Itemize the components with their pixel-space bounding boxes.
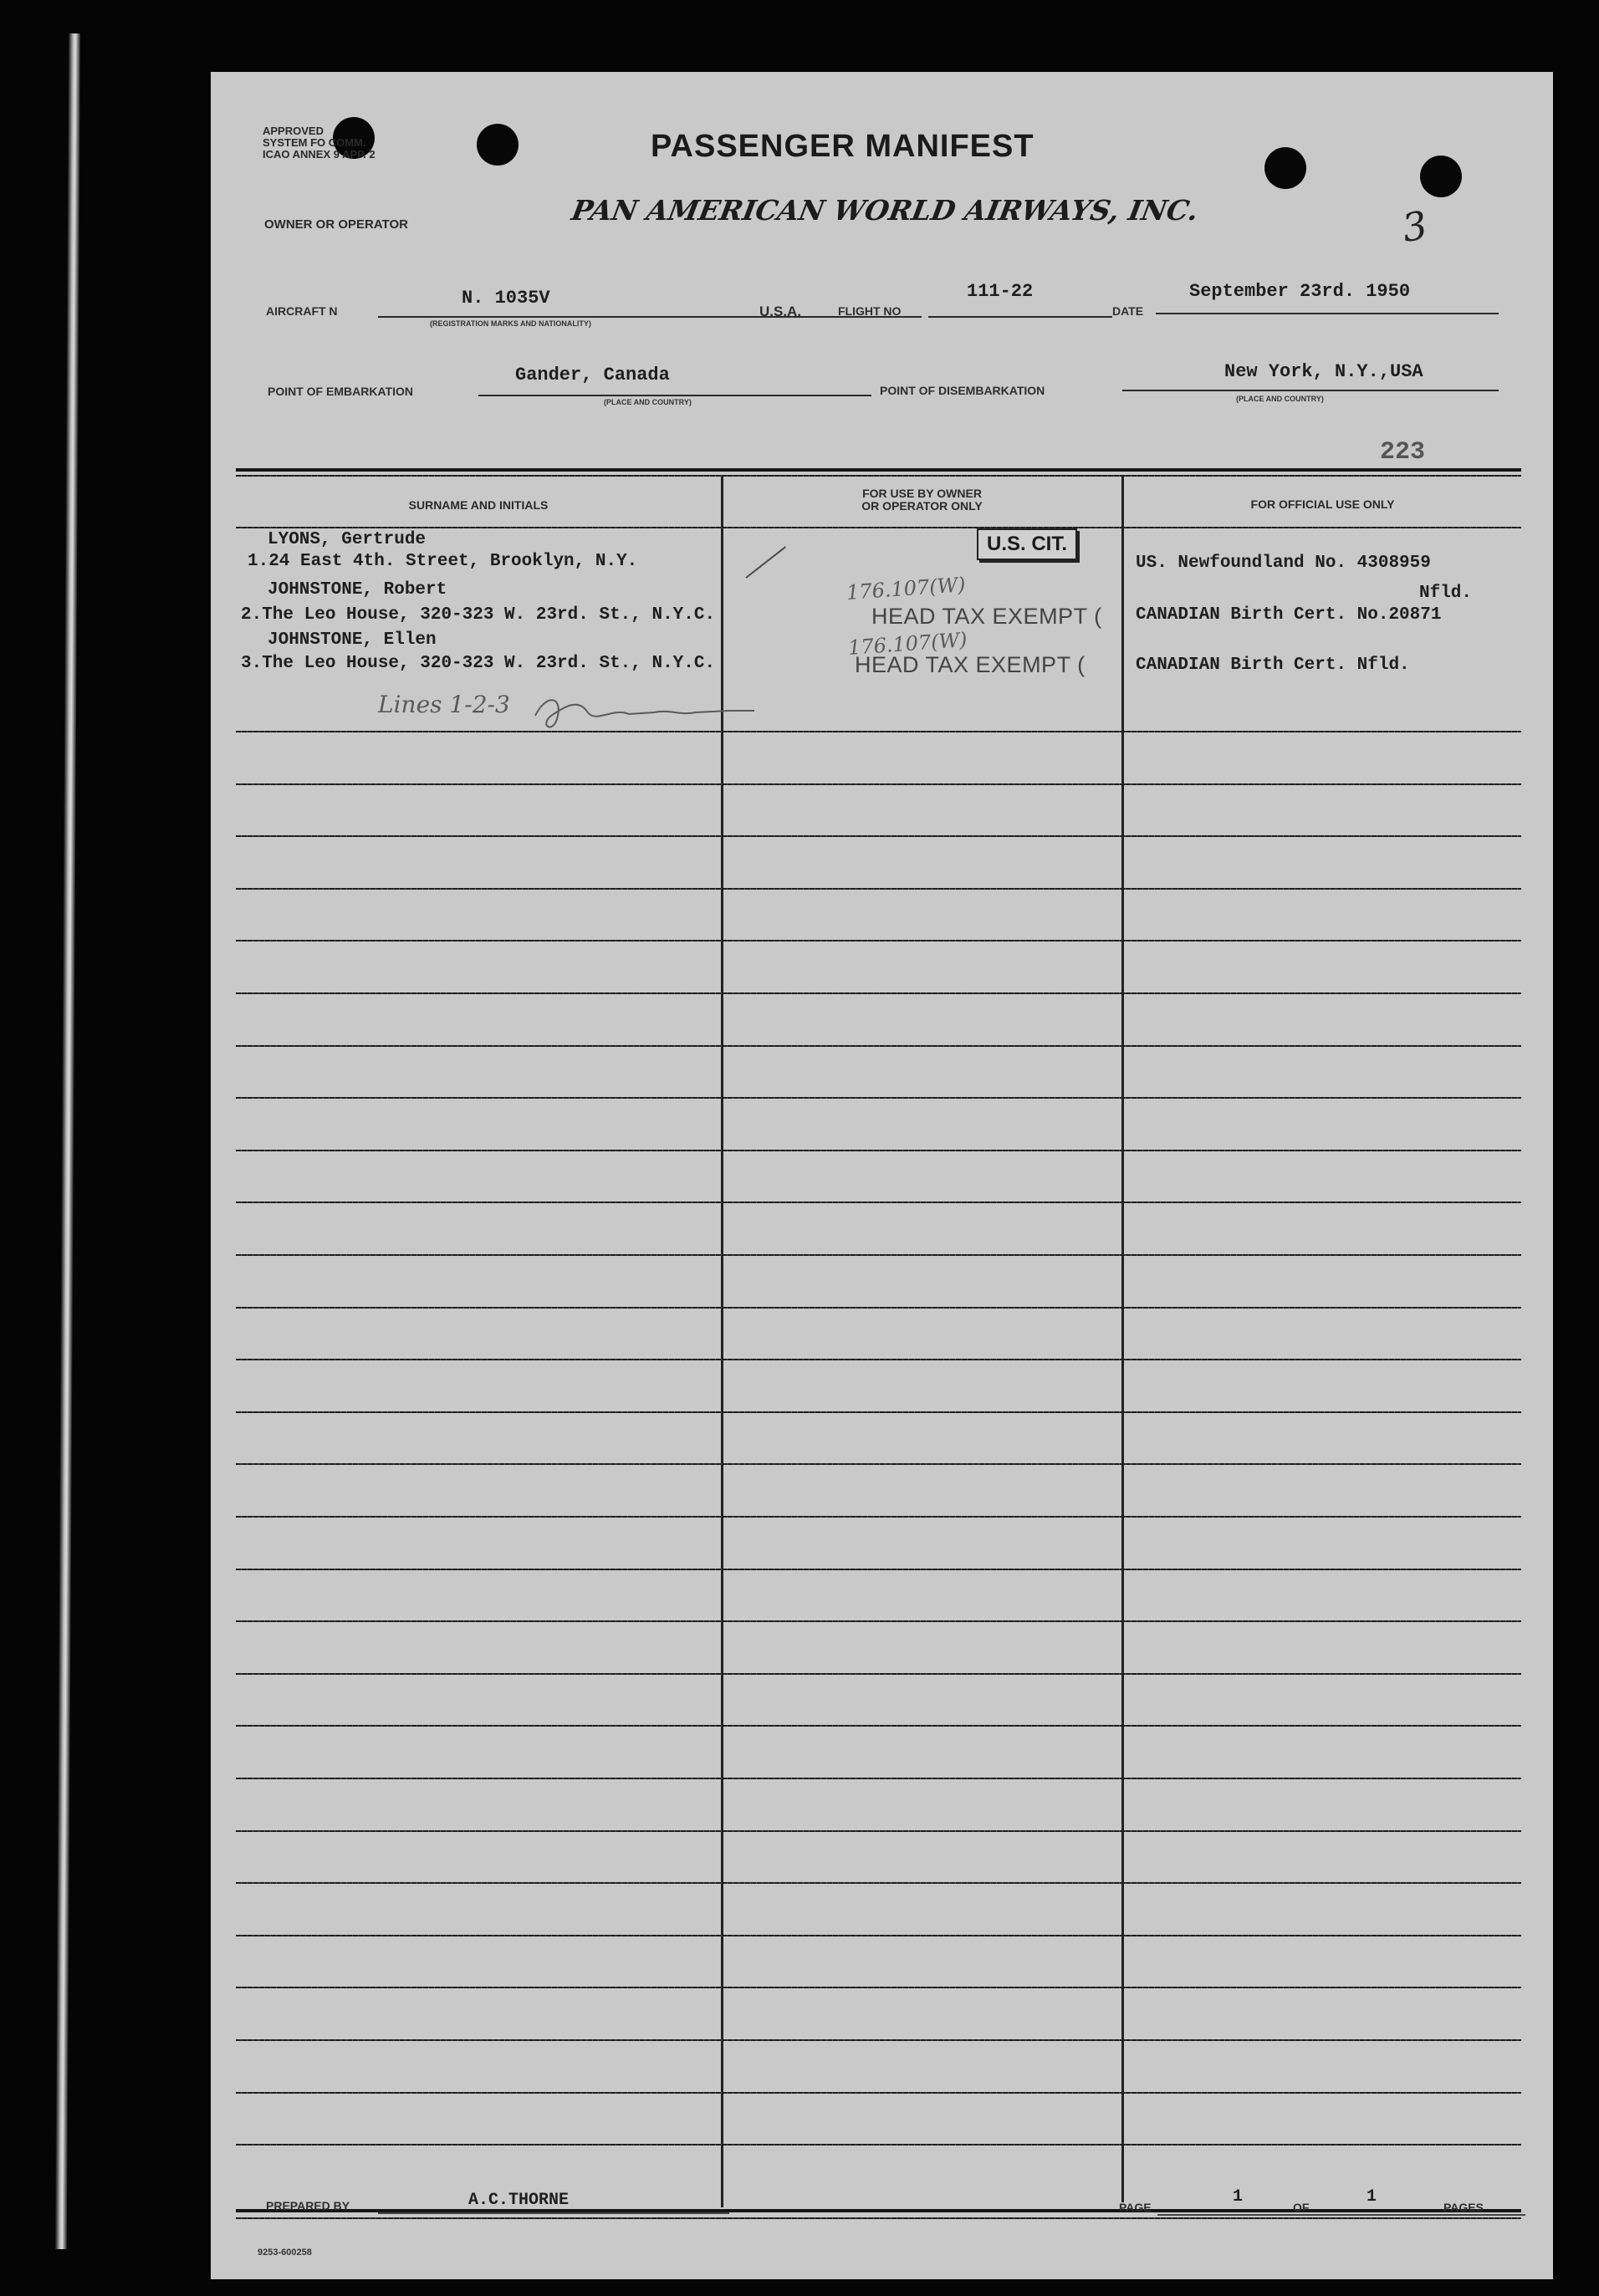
handwritten-lines-note: Lines 1-2-3 [378,691,510,718]
page-title: PASSENGER MANIFEST [651,129,1034,164]
passenger-1-address: 1.24 East 4th. Street, Brooklyn, N.Y. [248,552,638,571]
table-top-rule-inner [236,475,1521,477]
ruled-line [236,1935,1521,1936]
passenger-3-address: 3.The Leo House, 320-323 W. 23rd. St., N.Y.C. [241,654,716,673]
ruled-line [236,888,1521,890]
passenger-2-official-top: Nfld. [1419,584,1473,603]
disembarkation-value: New York, N.Y.,USA [1224,361,1423,382]
passenger-1-name: LYONS, Gertrude [268,530,427,549]
disembarkation-caption: (PLACE AND COUNTRY) [1236,395,1324,403]
ruled-line [236,1516,1521,1518]
embarkation-label: POINT OF EMBARKATION [268,385,413,398]
date-value: September 23rd. 1950 [1189,281,1411,302]
page-underline [1157,2214,1525,2216]
table-top-rule [236,468,1521,472]
us-citizen-stamp: U.S. CIT. [977,528,1077,560]
ruled-line [236,940,1521,941]
ruled-line [236,1882,1521,1884]
owner-label: OWNER OR OPERATOR [264,217,408,232]
ruled-line [236,2092,1521,2094]
ruled-line [236,1359,1521,1360]
ruled-line [236,2039,1521,2041]
ruled-line [236,1569,1521,1570]
punch-hole [1420,156,1462,197]
ruled-line [236,1254,1521,1256]
passenger-2-official: CANADIAN Birth Cert. No.20871 [1136,605,1442,625]
table-bottom-rule-inner [236,2217,1521,2219]
pages-label: PAGES [1443,2201,1484,2214]
ruled-line [236,1987,1521,1988]
passenger-2-handnote: 176.107(W) [845,573,967,605]
handwritten-mark: 3 [1398,202,1431,252]
page-value: 1 [1233,2187,1244,2207]
passenger-3-handnote: 176.107(W) [847,628,968,660]
ruled-line [236,2144,1521,2145]
ruled-line [236,1307,1521,1309]
embarkation-caption: (PLACE AND COUNTRY) [604,398,692,406]
ruled-line [236,783,1521,785]
ruled-line [236,1673,1521,1675]
header-rule [236,527,1521,528]
usa-label: U.S.A. [759,304,802,319]
disembarkation-label: POINT OF DISEMBARKATION [880,384,1045,397]
aircraft-label: AIRCRAFT N [266,304,338,318]
aircraft-value: N. 1035V [462,288,550,309]
date-label: DATE [1112,304,1144,318]
column-header-owner-use: FOR USE BY OWNER OR OPERATOR ONLY [861,487,983,513]
of-value: 1 [1367,2187,1377,2207]
ruled-line [236,1830,1521,1832]
ruled-line [236,1411,1521,1413]
aircraft-caption: (REGISTRATION MARKS AND NATIONALITY) [430,319,591,328]
punch-hole [477,124,519,166]
flight-value: 111-22 [967,281,1034,302]
of-label: OF [1293,2201,1310,2214]
approval-note: APPROVED SYSTEM FO COMM. ICAO ANNEX 9 APP. 2 [263,125,375,161]
ruled-line [236,731,1521,732]
passenger-2-name: JOHNSTONE, Robert [268,580,447,600]
form-number: 9253-600258 [258,2248,312,2258]
ruled-line [236,1463,1521,1465]
passenger-2-head-tax: HEAD TAX EXEMPT ( [871,604,1102,629]
check-mark [745,546,786,579]
passenger-2-address: 2.The Leo House, 320-323 W. 23rd. St., N.Y.C. [241,605,716,625]
page-label: PAGE [1119,2201,1152,2214]
date-underline [1156,313,1499,314]
ruled-line [236,1045,1521,1047]
passenger-3-official: CANADIAN Birth Cert. Nfld. [1136,656,1410,675]
prepared-by-underline [378,2212,729,2214]
handwritten-initials [529,691,771,732]
flight-underline [928,316,1112,318]
embarkation-underline [478,395,871,396]
ruled-line [236,1620,1521,1622]
scan-edge-line [55,33,80,2249]
passenger-3-name: JOHNSTONE, Ellen [268,630,437,650]
column-divider-2 [1121,477,1124,2202]
disembarkation-underline [1122,390,1499,391]
manifest-sheet [211,72,1553,2279]
ruled-line [236,1150,1521,1151]
flight-label: FLIGHT NO [838,304,902,318]
ruled-line [236,835,1521,837]
column-header-surname: SURNAME AND INITIALS [408,498,549,512]
passenger-1-official: US. Newfoundland No. 4308959 [1136,554,1431,573]
ruled-line [236,1202,1521,1203]
column-divider-1 [721,477,723,2207]
column-header-official-use: FOR OFFICIAL USE ONLY [1250,497,1395,511]
passenger-3-head-tax: HEAD TAX EXEMPT ( [855,652,1086,677]
airline-name: PAN AMERICAN WORLD AIRWAYS, INC. [569,194,1201,227]
sheet-number: 223 [1380,438,1426,467]
prepared-by-label: PREPARED BY [266,2199,350,2212]
ruled-line [236,1097,1521,1099]
ruled-line [236,1778,1521,1779]
embarkation-value: Gander, Canada [515,365,670,385]
ruled-line [236,1725,1521,1727]
punch-hole [1264,147,1306,189]
prepared-by-value: A.C.THORNE [468,2191,570,2210]
ruled-line [236,992,1521,994]
